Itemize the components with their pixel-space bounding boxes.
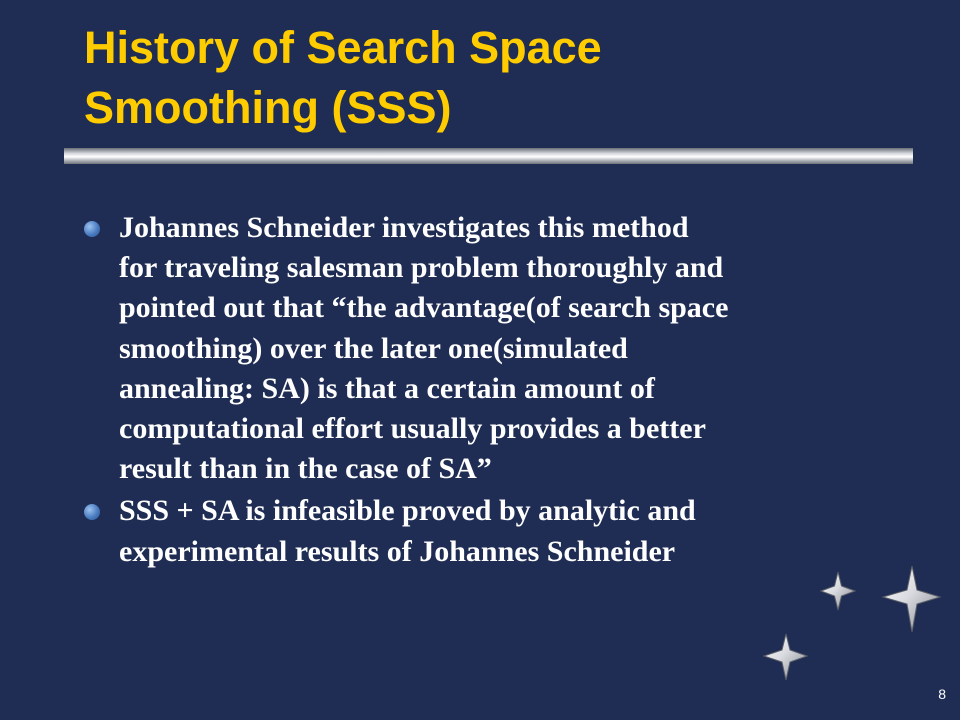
slide-title-line-2: Smoothing (SSS) xyxy=(84,82,452,133)
star-icon xyxy=(883,566,940,632)
bullet-text: Johannes Schneider investigates this method for traveling salesman problem thoroughly and pointed out that “the advantage(of search space smoothing) over the later one(simulated annealing: SA) is that a certain amount of computational effort usually provides a better result than in the case of SA” xyxy=(119,211,729,486)
bullet-list xyxy=(84,208,884,574)
slide-title-line-1: History of Search Space xyxy=(84,22,602,73)
bullet-text: SSS + SA is infeasible proved by analytic and experimental results of Johannes Schneider xyxy=(119,494,696,568)
title-divider xyxy=(64,148,913,164)
bullet-dot-icon xyxy=(84,221,100,237)
page-number: 8 xyxy=(938,686,946,702)
bullet-dot-icon xyxy=(84,504,100,520)
slide-title xyxy=(84,18,924,138)
bullet-item xyxy=(84,208,884,489)
bullet-item xyxy=(84,491,884,571)
star-icon xyxy=(764,634,807,680)
star-icon xyxy=(821,572,855,610)
